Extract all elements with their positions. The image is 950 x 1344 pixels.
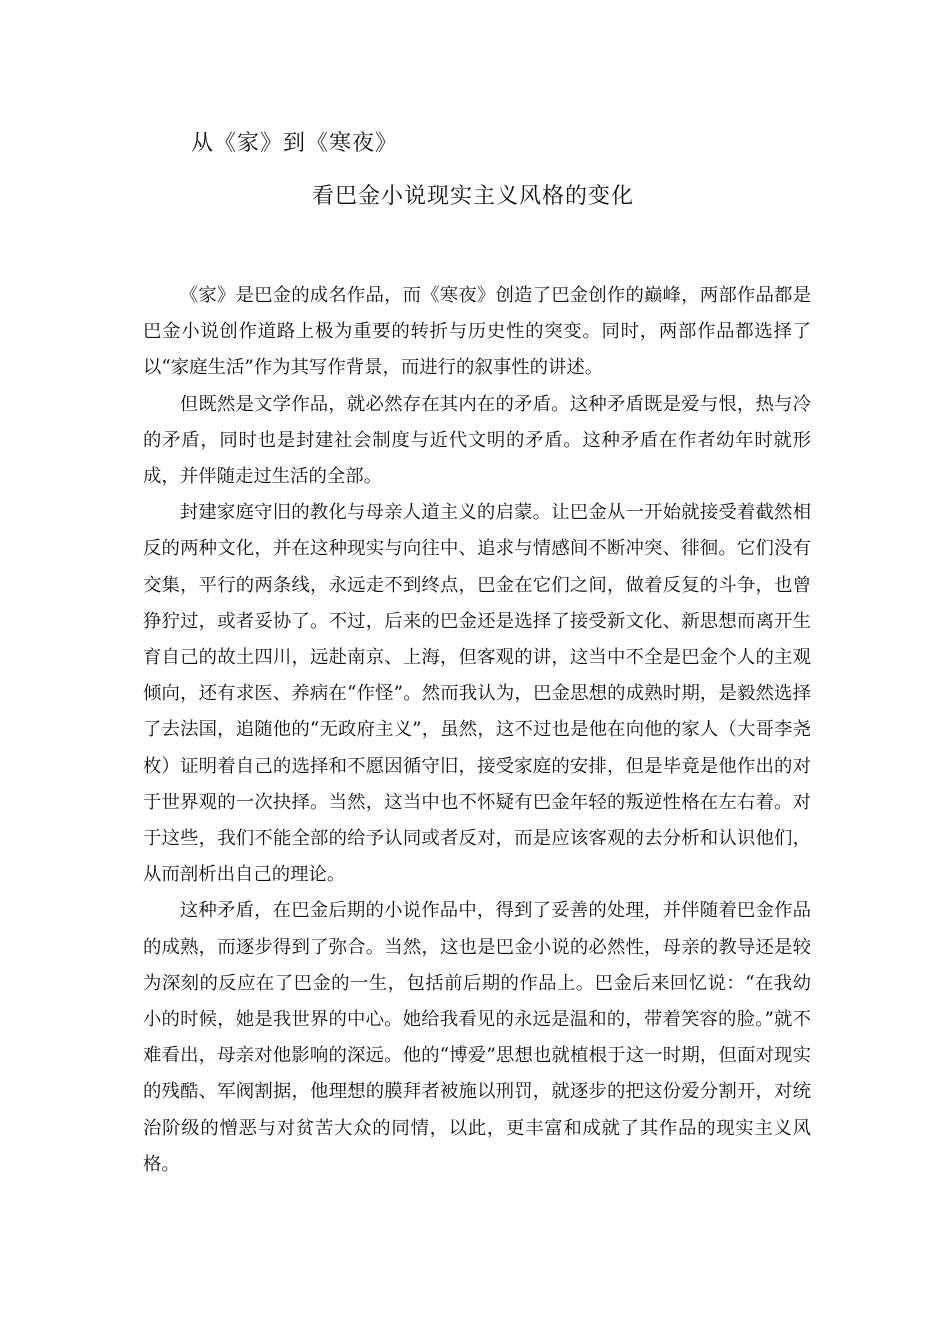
title-line-1: 从《家》到《寒夜》 [191,131,399,156]
paragraph-4: 这种矛盾，在巴金后期的小说作品中，得到了妥善的处理，并伴随着巴金作品的成熟，而逐步得到了弥合。当然，这也是巴金小说的必然性，母亲的教导还是较为深刻的反应在了巴金的一生，包括前后期的作品上。巴金后来回忆说：“在我幼小的时候，她是我世界的中心。她给我看见的永远是温和的，带着笑容的脸。”就不难看出，母亲对他影响的深远。他的“博爱”思想也就植根于这一时期，但面对现实的残酷、军阀割据，他理想的膜拜者被施以刑罚，就逐步的把这份爱分割开，对统治阶级的憎恶与对贫苦大众的同情，以此，更丰富和成就了其作品的现实主义风格。 [143,900,811,1175]
paragraph-2: 但既然是文学作品，就必然存在其内在的矛盾。这种矛盾既是爱与恨，热与冷的矛盾，同时也是封建社会制度与近代文明的矛盾。这种矛盾在作者幼年时就形成，并伴随走过生活的全部。 [143,393,811,488]
title-line-2: 看巴金小说现实主义风格的变化 [312,184,635,209]
document-body [143,278,811,1183]
paragraph-1: 《家》是巴金的成名作品，而《寒夜》创造了巴金创作的巅峰，两部作品都是巴金小说创作道路上极为重要的转折与历史性的突变。同时，两部作品都选择了以“家庭生活”作为其写作背景，而进行的叙事性的讲述。 [143,285,811,379]
paragraph-3: 封建家庭守旧的教化与母亲人道主义的启蒙。让巴金从一开始就接受着截然相反的两种文化，并在这种现实与向往中、追求与情感间不断冲突、徘徊。它们没有交集，平行的两条线，永远走不到终点，巴金在它们之间，做着反复的斗争，也曾狰狞过，或者妥协了。不过，后来的巴金还是选择了接受新文化、新思想而离开生育自己的故土四川，远赴南京、上海，但客观的讲，这当中不全是巴金个人的主观倾向，还有求医、养病在“作怪”。然而我认为，巴金思想的成熟时期，是毅然选择了去法国，追随他的“无政府主义”，虽然，这不过也是他在向他的家人（大哥李尧枚）证明着自己的选择和不愿因循守旧，接受家庭的安排，但是毕竟是他作出的对于世界观的一次抉择。当然，这当中也不怀疑有巴金年轻的叛逆性格在左右着。对于这些，我们不能全部的给予认同或者反对，而是应该客观的去分析和认识他们，从而剖析出自己的理论。 [143,502,811,886]
